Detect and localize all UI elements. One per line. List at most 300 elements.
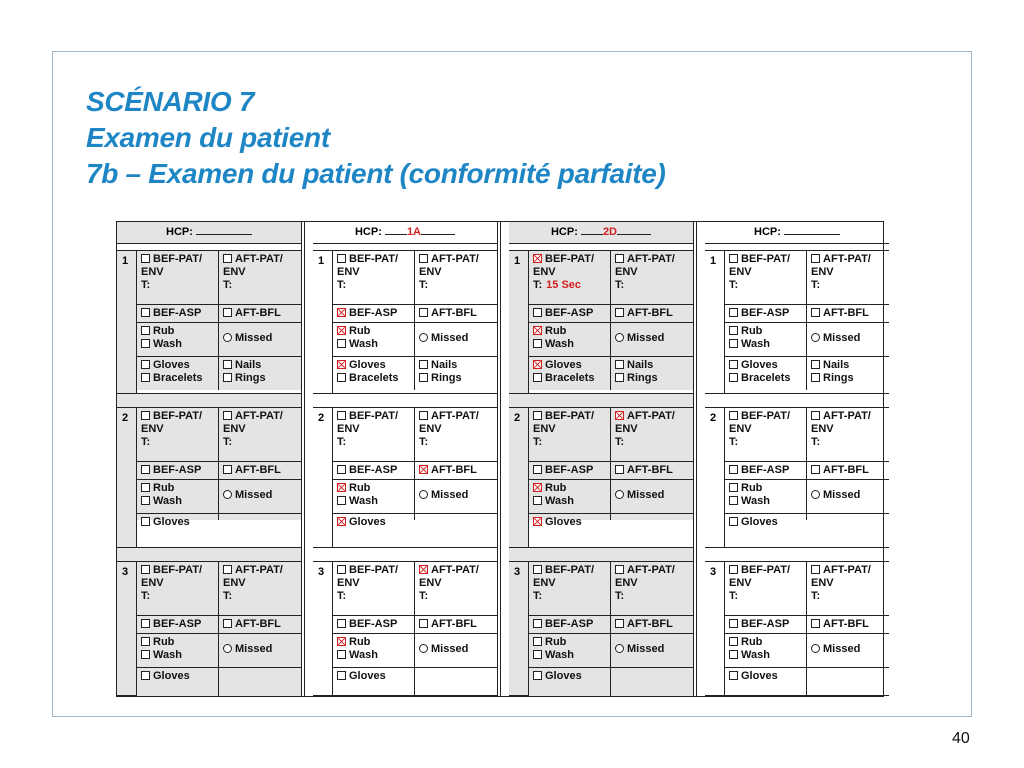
aft-pat-cell <box>807 408 889 461</box>
bef-pat-cell <box>137 251 219 304</box>
bef-asp-checkbox[interactable] <box>337 619 346 628</box>
time-label: T: <box>729 279 739 291</box>
bef-asp-checkbox[interactable] <box>533 465 542 474</box>
missed-cell <box>807 323 889 356</box>
bef-pat-label: BEF-PAT/ <box>349 564 399 576</box>
missed-radio[interactable] <box>419 644 428 653</box>
env-label: ENV <box>141 577 164 589</box>
gloves-cell <box>137 514 219 528</box>
hcp-sheet <box>117 222 301 696</box>
missed-cell <box>807 480 889 513</box>
hcp-blank <box>196 222 252 235</box>
rub-checkbox[interactable] <box>729 637 738 646</box>
bef-pat-label: BEF-PAT/ <box>741 253 791 265</box>
aft-bfl-label: AFT-BFL <box>627 307 673 319</box>
time-label: T: <box>223 436 233 448</box>
hcp-header <box>117 222 301 244</box>
rub-checkbox[interactable] <box>141 326 150 335</box>
aft-bfl-label: AFT-BFL <box>431 618 477 630</box>
bracelets-checkbox[interactable] <box>729 373 738 382</box>
missed-label: Missed <box>235 489 273 501</box>
gloves-cell <box>725 514 807 528</box>
bef-asp-label: BEF-ASP <box>741 618 790 630</box>
bracelets-label: Bracelets <box>545 372 595 384</box>
header-gap <box>705 244 889 251</box>
time-label: T: <box>811 436 821 448</box>
wash-label: Wash <box>153 495 182 507</box>
aft-pat-cell <box>611 408 693 461</box>
nails-label: Nails <box>235 359 262 371</box>
bef-pat-checkbox[interactable] <box>533 565 542 574</box>
aft-pat-label: AFT-PAT/ <box>627 564 675 576</box>
bef-pat-label: BEF-PAT/ <box>545 253 595 265</box>
env-label: ENV <box>337 423 360 435</box>
gloves-cell <box>529 668 611 696</box>
wash-label: Wash <box>153 338 182 350</box>
missed-radio[interactable] <box>811 644 820 653</box>
nails-label: Nails <box>627 359 654 371</box>
bef-asp-checkbox[interactable] <box>729 465 738 474</box>
nails-cell <box>611 357 693 390</box>
aft-bfl-checkbox[interactable] <box>615 308 624 317</box>
rub-label: Rub <box>349 482 371 494</box>
opportunity-number: 2 <box>117 408 137 547</box>
bef-pat-label: BEF-PAT/ <box>545 410 595 422</box>
wash-checkbox[interactable] <box>729 496 738 505</box>
gloves-checkbox[interactable] <box>141 517 150 526</box>
bracelets-checkbox[interactable] <box>533 373 542 382</box>
bef-asp-cell <box>333 305 415 322</box>
bef-asp-checkbox[interactable] <box>337 308 346 317</box>
bef-pat-label: BEF-PAT/ <box>741 564 791 576</box>
env-label: ENV <box>533 423 556 435</box>
bef-asp-cell <box>333 616 415 633</box>
aft-bfl-checkbox[interactable] <box>223 308 232 317</box>
aft-pat-checkbox[interactable] <box>419 411 428 420</box>
gloves-checkbox[interactable] <box>337 517 346 526</box>
bef-asp-label: BEF-ASP <box>741 307 790 319</box>
time-label: T: <box>223 279 233 291</box>
aft-pat-cell <box>415 251 497 304</box>
env-label: ENV <box>811 577 834 589</box>
bef-asp-label: BEF-ASP <box>153 307 202 319</box>
bef-asp-cell <box>529 462 611 479</box>
rub-checkbox[interactable] <box>729 326 738 335</box>
gloves-label: Gloves <box>349 670 386 682</box>
bef-pat-label: BEF-PAT/ <box>545 564 595 576</box>
missed-cell <box>219 634 301 667</box>
gloves-label: Gloves <box>741 670 778 682</box>
aft-bfl-label: AFT-BFL <box>431 464 477 476</box>
aft-bfl-checkbox[interactable] <box>615 619 624 628</box>
gloves-checkbox[interactable] <box>533 671 542 680</box>
env-label: ENV <box>141 423 164 435</box>
hcp-blank <box>385 222 407 235</box>
aft-bfl-checkbox[interactable] <box>419 308 428 317</box>
aft-pat-checkbox[interactable] <box>615 565 624 574</box>
rings-checkbox[interactable] <box>223 373 232 382</box>
action-cell <box>725 323 807 356</box>
action-cell <box>137 634 219 667</box>
bef-asp-checkbox[interactable] <box>533 619 542 628</box>
rings-label: Rings <box>627 372 658 384</box>
rub-label: Rub <box>153 636 175 648</box>
aft-bfl-label: AFT-BFL <box>431 307 477 319</box>
block-spacer <box>313 394 497 408</box>
wash-checkbox[interactable] <box>533 339 542 348</box>
bef-pat-checkbox[interactable] <box>337 254 346 263</box>
empty-cell <box>415 668 497 696</box>
bef-pat-cell <box>137 408 219 461</box>
gloves-cell <box>137 357 219 390</box>
missed-radio[interactable] <box>615 333 624 342</box>
rub-label: Rub <box>349 636 371 648</box>
missed-cell <box>611 634 693 667</box>
wash-checkbox[interactable] <box>141 650 150 659</box>
aft-pat-checkbox[interactable] <box>223 565 232 574</box>
gloves-label: Gloves <box>545 516 582 528</box>
gloves-cell <box>137 668 219 696</box>
opportunity-number: 2 <box>509 408 529 547</box>
bef-pat-cell <box>725 562 807 615</box>
missed-radio[interactable] <box>419 490 428 499</box>
aft-pat-cell <box>807 251 889 304</box>
env-label: ENV <box>615 266 638 278</box>
bef-asp-cell <box>529 616 611 633</box>
header-gap <box>117 244 301 251</box>
hcp-blank <box>784 222 840 235</box>
title-line-3: 7b – Examen du patient (conformité parfaite) <box>86 158 666 189</box>
hcp-sheet <box>313 222 497 696</box>
rub-checkbox[interactable] <box>337 637 346 646</box>
gloves-label: Gloves <box>349 516 386 528</box>
wash-label: Wash <box>349 338 378 350</box>
aft-bfl-cell <box>415 616 497 633</box>
env-label: ENV <box>141 266 164 278</box>
bef-asp-checkbox[interactable] <box>141 308 150 317</box>
bef-pat-checkbox[interactable] <box>533 411 542 420</box>
aft-pat-checkbox[interactable] <box>811 565 820 574</box>
aft-bfl-checkbox[interactable] <box>223 619 232 628</box>
rub-label: Rub <box>153 482 175 494</box>
gloves-label: Gloves <box>741 359 778 371</box>
aft-bfl-checkbox[interactable] <box>811 619 820 628</box>
bef-asp-checkbox[interactable] <box>337 465 346 474</box>
bracelets-checkbox[interactable] <box>141 373 150 382</box>
bef-asp-checkbox[interactable] <box>141 465 150 474</box>
header-gap <box>313 244 497 251</box>
aft-pat-checkbox[interactable] <box>811 254 820 263</box>
aft-bfl-label: AFT-BFL <box>235 307 281 319</box>
rub-checkbox[interactable] <box>729 483 738 492</box>
opportunity-block <box>705 251 889 394</box>
bef-pat-checkbox[interactable] <box>141 565 150 574</box>
gloves-label: Gloves <box>349 359 386 371</box>
env-label: ENV <box>533 577 556 589</box>
empty-cell <box>219 514 301 520</box>
rub-checkbox[interactable] <box>141 637 150 646</box>
bef-asp-label: BEF-ASP <box>545 618 594 630</box>
aft-pat-checkbox[interactable] <box>811 411 820 420</box>
missed-radio[interactable] <box>223 644 232 653</box>
observation-form <box>116 221 884 697</box>
bef-asp-checkbox[interactable] <box>141 619 150 628</box>
bef-asp-cell <box>529 305 611 322</box>
time-label: T: <box>419 590 429 602</box>
action-cell <box>725 480 807 513</box>
sheet-gutter <box>301 222 305 696</box>
wash-checkbox[interactable] <box>533 650 542 659</box>
action-cell <box>333 480 415 513</box>
time-label: T: <box>615 436 625 448</box>
empty-cell <box>807 514 889 520</box>
wash-checkbox[interactable] <box>533 496 542 505</box>
rub-checkbox[interactable] <box>337 326 346 335</box>
env-label: ENV <box>223 423 246 435</box>
empty-cell <box>611 514 693 520</box>
missed-label: Missed <box>431 489 469 501</box>
time-label: T: <box>223 590 233 602</box>
bef-pat-label: BEF-PAT/ <box>153 410 203 422</box>
wash-checkbox[interactable] <box>337 339 346 348</box>
time-label: T: <box>337 436 347 448</box>
aft-bfl-checkbox[interactable] <box>811 308 820 317</box>
missed-cell <box>219 323 301 356</box>
wash-checkbox[interactable] <box>729 650 738 659</box>
bef-asp-cell <box>333 462 415 479</box>
hcp-header <box>313 222 497 244</box>
bef-pat-label: BEF-PAT/ <box>153 253 203 265</box>
env-label: ENV <box>729 266 752 278</box>
aft-bfl-cell <box>807 305 889 322</box>
env-label: ENV <box>223 577 246 589</box>
aft-bfl-label: AFT-BFL <box>235 618 281 630</box>
missed-radio[interactable] <box>223 333 232 342</box>
aft-bfl-cell <box>219 462 301 479</box>
missed-label: Missed <box>235 332 273 344</box>
env-label: ENV <box>811 423 834 435</box>
gloves-cell <box>725 357 807 390</box>
gloves-checkbox[interactable] <box>337 360 346 369</box>
bef-pat-checkbox[interactable] <box>533 254 542 263</box>
aft-pat-label: AFT-PAT/ <box>431 253 479 265</box>
page-number: 40 <box>952 730 970 747</box>
opportunity-block <box>705 562 889 696</box>
rub-checkbox[interactable] <box>533 637 542 646</box>
bef-pat-checkbox[interactable] <box>729 411 738 420</box>
aft-pat-checkbox[interactable] <box>223 254 232 263</box>
action-cell <box>725 634 807 667</box>
aft-bfl-label: AFT-BFL <box>235 464 281 476</box>
bef-pat-checkbox[interactable] <box>337 411 346 420</box>
missed-label: Missed <box>235 643 273 655</box>
wash-label: Wash <box>349 495 378 507</box>
bef-pat-checkbox[interactable] <box>729 254 738 263</box>
hcp-blank <box>617 222 651 235</box>
missed-radio[interactable] <box>615 490 624 499</box>
action-cell <box>529 323 611 356</box>
wash-checkbox[interactable] <box>337 650 346 659</box>
wash-checkbox[interactable] <box>729 339 738 348</box>
gloves-label: Gloves <box>153 359 190 371</box>
empty-cell <box>611 668 693 696</box>
nails-checkbox[interactable] <box>811 360 820 369</box>
block-spacer <box>117 548 301 562</box>
rings-checkbox[interactable] <box>419 373 428 382</box>
wash-label: Wash <box>545 338 574 350</box>
aft-pat-checkbox[interactable] <box>223 411 232 420</box>
gloves-checkbox[interactable] <box>141 671 150 680</box>
missed-label: Missed <box>823 643 861 655</box>
gloves-checkbox[interactable] <box>729 360 738 369</box>
time-label: T: <box>337 279 347 291</box>
title-line-1: SCÉNARIO 7 <box>86 86 255 117</box>
opportunity-number: 2 <box>705 408 725 547</box>
missed-radio[interactable] <box>811 333 820 342</box>
aft-bfl-label: AFT-BFL <box>627 464 673 476</box>
aft-bfl-checkbox[interactable] <box>615 465 624 474</box>
aft-bfl-cell <box>807 462 889 479</box>
wash-checkbox[interactable] <box>141 339 150 348</box>
aft-pat-checkbox[interactable] <box>419 254 428 263</box>
gloves-checkbox[interactable] <box>533 517 542 526</box>
aft-pat-label: AFT-PAT/ <box>627 410 675 422</box>
hcp-sheet <box>705 222 889 696</box>
missed-cell <box>415 323 497 356</box>
missed-cell <box>611 323 693 356</box>
missed-cell <box>611 480 693 513</box>
sheet-gutter <box>497 222 501 696</box>
env-label: ENV <box>533 266 556 278</box>
rub-checkbox[interactable] <box>533 326 542 335</box>
aft-bfl-label: AFT-BFL <box>823 307 869 319</box>
nails-cell <box>219 357 301 390</box>
opportunity-block <box>509 408 693 548</box>
time-label: T: <box>533 436 543 448</box>
bef-pat-checkbox[interactable] <box>337 565 346 574</box>
rings-label: Rings <box>823 372 854 384</box>
time-label: T: <box>729 590 739 602</box>
rub-checkbox[interactable] <box>533 483 542 492</box>
rub-label: Rub <box>741 325 763 337</box>
wash-checkbox[interactable] <box>337 496 346 505</box>
bef-asp-label: BEF-ASP <box>741 464 790 476</box>
rings-label: Rings <box>235 372 266 384</box>
aft-pat-label: AFT-PAT/ <box>431 564 479 576</box>
bracelets-label: Bracelets <box>349 372 399 384</box>
aft-pat-label: AFT-PAT/ <box>235 564 283 576</box>
opportunity-block <box>313 408 497 548</box>
nails-checkbox[interactable] <box>419 360 428 369</box>
aft-bfl-checkbox[interactable] <box>419 619 428 628</box>
missed-radio[interactable] <box>419 333 428 342</box>
bef-pat-checkbox[interactable] <box>141 254 150 263</box>
bef-asp-label: BEF-ASP <box>545 307 594 319</box>
bef-pat-cell <box>137 562 219 615</box>
env-label: ENV <box>223 266 246 278</box>
aft-pat-checkbox[interactable] <box>615 411 624 420</box>
rub-checkbox[interactable] <box>141 483 150 492</box>
rings-label: Rings <box>431 372 462 384</box>
aft-bfl-checkbox[interactable] <box>223 465 232 474</box>
nails-cell <box>807 357 889 390</box>
bef-asp-checkbox[interactable] <box>729 308 738 317</box>
missed-cell <box>415 634 497 667</box>
aft-pat-cell <box>415 562 497 615</box>
opportunity-block <box>509 251 693 394</box>
bef-asp-cell <box>137 305 219 322</box>
aft-pat-checkbox[interactable] <box>615 254 624 263</box>
hcp-blank <box>421 222 455 235</box>
missed-radio[interactable] <box>615 644 624 653</box>
bef-asp-label: BEF-ASP <box>545 464 594 476</box>
gloves-checkbox[interactable] <box>337 671 346 680</box>
bef-pat-checkbox[interactable] <box>729 565 738 574</box>
hcp-label: HCP: <box>166 226 193 238</box>
time-label: T: <box>337 590 347 602</box>
block-spacer <box>509 394 693 408</box>
bef-pat-cell <box>333 251 415 304</box>
aft-pat-cell <box>611 562 693 615</box>
bef-pat-label: BEF-PAT/ <box>349 410 399 422</box>
rub-label: Rub <box>349 325 371 337</box>
gloves-checkbox[interactable] <box>729 671 738 680</box>
opportunity-number: 3 <box>705 562 725 695</box>
gloves-checkbox[interactable] <box>141 360 150 369</box>
opportunity-block <box>705 408 889 548</box>
opportunity-number: 3 <box>117 562 137 695</box>
gloves-cell <box>333 668 415 696</box>
bef-pat-checkbox[interactable] <box>141 411 150 420</box>
bef-asp-label: BEF-ASP <box>153 464 202 476</box>
nails-checkbox[interactable] <box>223 360 232 369</box>
hcp-header <box>509 222 693 244</box>
rings-checkbox[interactable] <box>615 373 624 382</box>
bef-asp-checkbox[interactable] <box>729 619 738 628</box>
wash-label: Wash <box>349 649 378 661</box>
aft-bfl-checkbox[interactable] <box>419 465 428 474</box>
rings-checkbox[interactable] <box>811 373 820 382</box>
gloves-label: Gloves <box>153 670 190 682</box>
wash-checkbox[interactable] <box>141 496 150 505</box>
bef-pat-cell <box>725 408 807 461</box>
gloves-checkbox[interactable] <box>533 360 542 369</box>
bracelets-checkbox[interactable] <box>337 373 346 382</box>
time-label: T: <box>141 436 151 448</box>
gloves-checkbox[interactable] <box>729 517 738 526</box>
missed-radio[interactable] <box>811 490 820 499</box>
nails-checkbox[interactable] <box>615 360 624 369</box>
nails-cell <box>415 357 497 390</box>
rub-checkbox[interactable] <box>337 483 346 492</box>
time-label: T: <box>615 590 625 602</box>
bef-asp-checkbox[interactable] <box>533 308 542 317</box>
opportunity-block <box>509 562 693 696</box>
bef-pat-cell <box>333 408 415 461</box>
bef-pat-cell <box>529 251 611 304</box>
bef-pat-label: BEF-PAT/ <box>153 564 203 576</box>
aft-pat-label: AFT-PAT/ <box>235 410 283 422</box>
aft-pat-label: AFT-PAT/ <box>235 253 283 265</box>
aft-pat-label: AFT-PAT/ <box>431 410 479 422</box>
env-label: ENV <box>419 577 442 589</box>
rub-label: Rub <box>545 636 567 648</box>
aft-bfl-checkbox[interactable] <box>811 465 820 474</box>
block-spacer <box>705 548 889 562</box>
bef-asp-cell <box>137 462 219 479</box>
missed-radio[interactable] <box>223 490 232 499</box>
aft-pat-checkbox[interactable] <box>419 565 428 574</box>
